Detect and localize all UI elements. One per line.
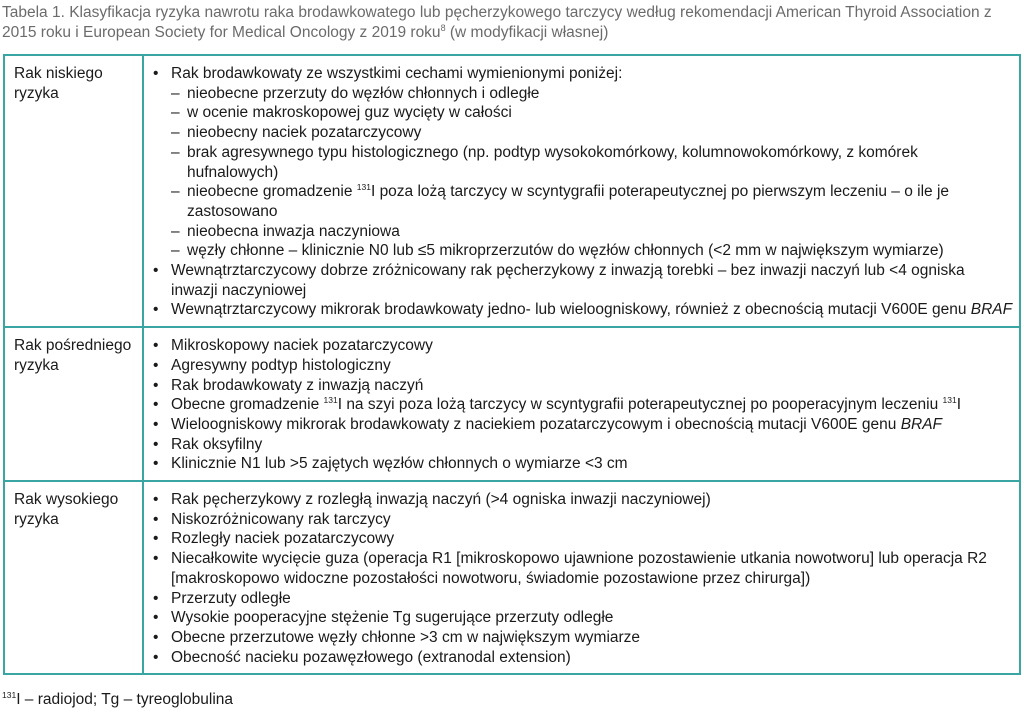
caption-reference: 8 [440,22,446,33]
sub-criteria-list [171,84,1013,261]
list-item [152,415,1013,435]
footnote-text: I – radiojod; Tg – tyreoglobulina [16,691,234,708]
list-item: • Przerzuty odległe [152,589,1013,609]
list-item: • Agresywny podtyp histologiczny [152,356,1013,376]
criteria-list [152,490,1013,667]
list-item: • Mikroskopowy naciek pozatarczycowy [152,336,1013,356]
table-row [4,481,1020,674]
list-item [152,395,1013,415]
isotope-superscript: 131 [323,395,338,406]
criteria-cell [143,55,1020,327]
list-item: • Wewnątrztarczycowy dobrze zróżnicowany rak pęcherzykowy z inwazją torebki – bez inwazji naczyń lub <4 ogniska inwazji naczyniowej [152,261,1013,300]
risk-category-cell [4,327,143,481]
list-item: • Obecne przerzutowe węzły chłonne >3 cm w największym wymiarze [152,628,1013,648]
sub-list-item: – nieobecna inwazja naczyniowa [171,222,1013,242]
isotope-superscript: 131 [356,182,371,193]
sub-item-text: I poza lożą tarczycy w scyntygrafii poterapeutycznej po pierwszym leczeniu – o ile je zastosowano [187,183,950,220]
sub-list-item: – nieobecne przerzuty do węzłów chłonnych i odległe [171,84,1013,104]
risk-category-label: Rak niskiego ryzyka [14,65,103,102]
list-item: • Rak oksyfilny [152,435,1013,455]
criterion-text: Wieloogniskowy mikrorak brodawkowaty z naciekiem pozatarczycowym i obecnością mutacji V600E genu [171,415,901,433]
sub-list-item: – węzły chłonne – klinicznie N0 lub ≤5 mikroprzerzutów do węzłów chłonnych (<2 mm w największym wymiarze) [171,241,1013,261]
gene-name: BRAF [970,301,1013,319]
criterion-text: I [956,396,961,414]
isotope-superscript: 131 [942,395,957,406]
list-item: • Rak brodawkowaty z inwazją naczyń [152,376,1013,396]
isotope-superscript: 131 [2,689,17,700]
gene-name: BRAF [900,415,943,433]
caption-suffix: (w modyfikacji własnej) [445,24,609,41]
criterion-text: I na szyi poza lożą tarczycy w scyntygrafii poterapeutycznej po pooperacyjnym leczeniu [337,396,943,414]
list-item: • Wysokie pooperacyjne stężenie Tg sugerujące przerzuty odległe [152,608,1013,628]
sub-list-item: – w ocenie makroskopowej guz wycięty w całości [171,103,1013,123]
list-item: • Klinicznie N1 lub >5 zajętych węzłów chłonnych o wymiarze <3 cm [152,454,1013,474]
table-row [4,55,1020,327]
list-item: • Rak pęcherzykowy z rozległą inwazją naczyń (>4 ogniska inwazji naczyniowej) [152,490,1013,510]
criterion-text: Rak brodawkowaty ze wszystkimi cechami wymienionymi poniżej: [171,65,623,82]
risk-classification-table [3,54,1021,675]
table-footnote [2,690,233,710]
criteria-list [152,64,1013,320]
list-item [152,64,1013,261]
criterion-text: Wewnątrztarczycowy mikrorak brodawkowaty jedno- lub wieloogniskowy, również z obecnością mutacji V600E genu [171,301,971,319]
sub-list-item: – brak agresywnego typu histologicznego (np. podtyp wysokokomórkowy, kolumnowokomórkowy, z komórek hufnalowych) [171,143,1013,182]
list-item: • Rozległy naciek pozatarczycowy [152,529,1013,549]
table-row [4,327,1020,481]
criteria-cell [143,481,1020,674]
risk-category-label: Rak pośredniego ryzyka [14,337,132,374]
list-item: • Obecność nacieku pozawęzłowego (extranodal extension) [152,648,1013,668]
risk-category-label: Rak wysokiego ryzyka [14,491,119,528]
list-item: • Niecałkowite wycięcie guza (operacja R1 [mikroskopowo ujawnione pozostawienie utkania nowotworu] lub operacja R2 [makroskopowo widoczne pozostałości nowotworu, świadomie pozostawione przez chirurga]) [152,549,1013,588]
list-item [152,300,1013,320]
sub-list-item [171,182,1013,221]
criteria-list [152,336,1013,474]
criteria-cell [143,327,1020,481]
sub-item-text: nieobecne gromadzenie [187,183,357,201]
list-item: • Niskozróżnicowany rak tarczycy [152,510,1013,530]
sub-list-item: – nieobecny naciek pozatarczycowy [171,123,1013,143]
table-caption [2,3,1020,43]
risk-category-cell [4,481,143,674]
caption-text: Tabela 1. Klasyfikacja ryzyka nawrotu raka brodawkowatego lub pęcherzykowego tarczycy według rekomendacji American Thyroid Association z 2015 roku i European Society for Medical Oncology z 2019 roku [2,4,992,41]
criterion-text: Obecne gromadzenie [171,396,324,414]
risk-category-cell [4,55,143,327]
